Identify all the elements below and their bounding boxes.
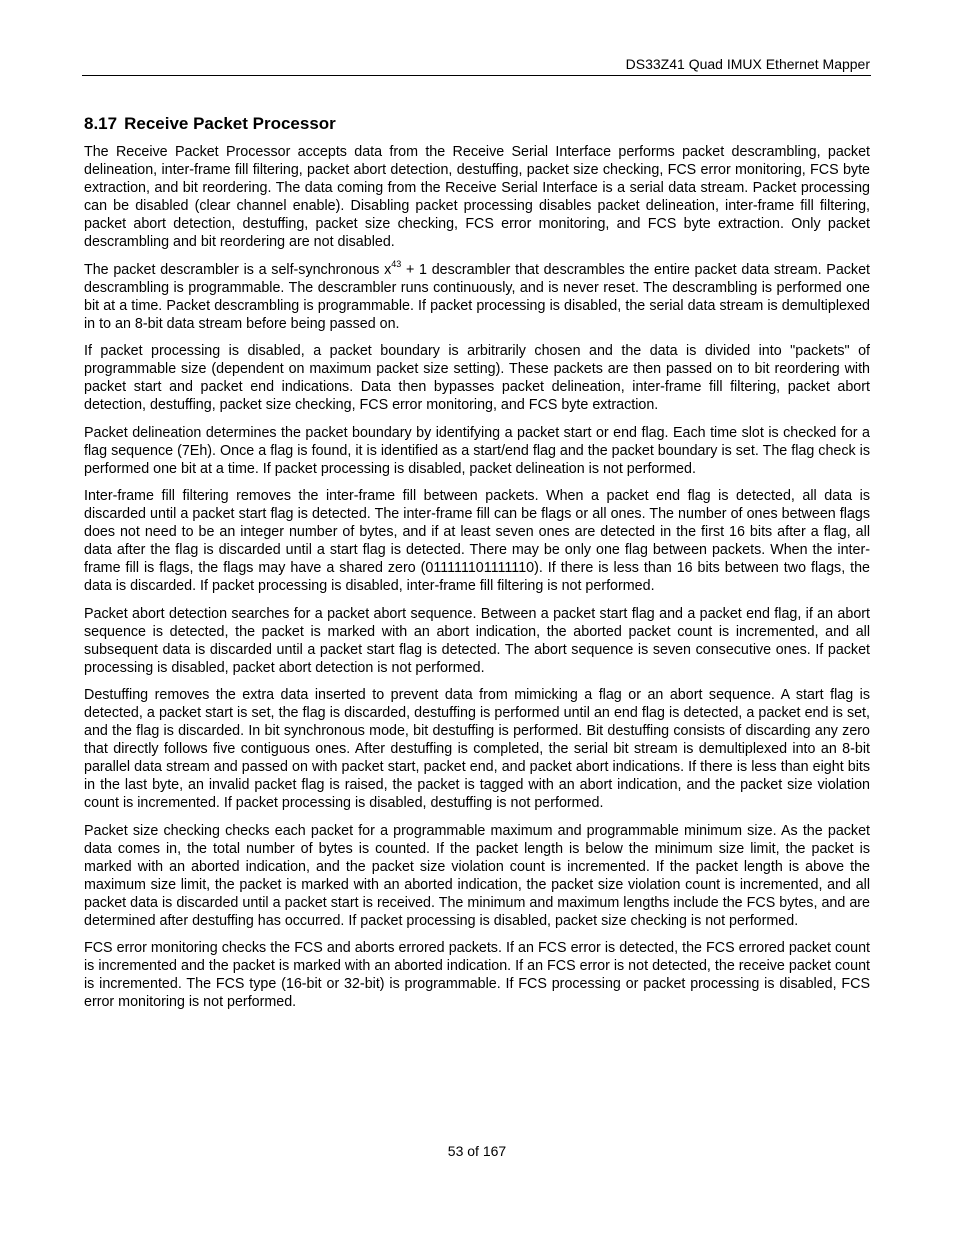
paragraph-overview: The Receive Packet Processor accepts data from the Receive Serial Interface performs packet descrambling, packet delineation, inter-frame fill filtering, packet abort detection, destuffing, packet size checking, FCS error monitoring, FCS byte extraction, and bit reordering. The data coming from the Receive Serial Interface is a serial data stream. Packet processing can be disabled (clear channel enable). Disabling packet processing disables packet delineation, inter-frame fill filtering, packet abort detection, destuffing, packet size checking, FCS error monitoring, and FCS byte extraction. Only packet descrambling and bit reordering are not disabled.	[84, 144, 870, 250]
paragraph-descrambler	[84, 258, 871, 333]
section-body	[84, 143, 870, 1021]
descrambler-text-end: + 1 descrambler that descrambles the entire packet data stream. Packet descrambling is programmable. The descrambler runs continuously, and is never reset. The descrambling is performed one bit at a time. Packet descrambling is programmable. If packet processing is disabled, the serial data stream is demultiplexed in to an 8-bit data stream before being passed on.	[84, 261, 871, 332]
paragraph-delineation: Packet delineation determines the packet boundary by identifying a packet start or end flag. Each time slot is checked for a flag sequence (7Eh). Once a flag is found, it is identified as a start/end flag and the packet boundary is set. The flag check is performed one bit at a time. If packet processing is disabled, packet delineation is not performed.	[84, 424, 870, 477]
section-number: 8.17	[84, 114, 118, 133]
descrambler-text-start: The packet descrambler is a self-synchronous x	[84, 261, 392, 278]
section-title: Receive Packet Processor	[124, 114, 336, 133]
paragraph-processing-disabled: If packet processing is disabled, a packet boundary is arbitrarily chosen and the data is divided into "packets" of programmable size (dependent on maximum packet size setting). These packets are then passed on to bit reordering with packet start and packet end indications. Data then bypasses packet delineation, inter-frame fill filtering, packet abort detection, destuffing, packet size checking, FCS error monitoring, and FCS byte extraction.	[84, 343, 870, 413]
paragraph-fcs-monitoring: FCS error monitoring checks the FCS and aborts errored packets. If an FCS error is detected, the FCS errored packet count is incremented and the packet is marked with an aborted indication. If an FCS error is not detected, the receive packet count is incremented. The FCS type (16-bit or 32-bit) is programmable. If FCS processing or packet processing is disabled, FCS error monitoring is not performed.	[84, 940, 870, 1010]
paragraph-size-checking: Packet size checking checks each packet for a programmable maximum and programmable minimum size. As the packet data comes in, the total number of bytes is counted. If the packet length is below the minimum size limit, the packet is marked with an aborted indication, and the packet size violation count is incremented. If the packet length is above the maximum size limit, the packet is marked with an aborted indication, the packet size violation count is incremented, and all packet data is discarded until a packet start is received. The minimum and maximum lengths include the FCS bytes, and are determined after destuffing has occurred. If packet processing is disabled, packet size checking is not performed.	[84, 822, 870, 929]
paragraph-abort-detection: Packet abort detection searches for a packet abort sequence. Between a packet start flag and a packet end flag, if an abort sequence is detected, the packet is marked with an abort indication, the aborted packet count is incremented, and all subsequent data is discarded until a packet start flag is detected. The abort sequence is seven consecutive ones. If packet processing is disabled, packet abort detection is not performed.	[84, 605, 870, 676]
paragraph-destuffing: Destuffing removes the extra data inserted to prevent data from mimicking a flag or an abort sequence. A start flag is detected, a packet start is set, the flag is discarded, destuffing is performed until an end flag is detected, a packet end is set, and the flag is discarded. In bit synchronous mode, bit destuffing is performed. Bit destuffing consists of discarding any zero that directly follows five contiguous ones. After destuffing is completed, the serial bit stream is demultiplexed into an 8-bit parallel data stream and passed on with packet start, packet end, and packet abort indications. If there is less than eight bits in the last byte, an invalid packet flag is raised, the packet is tagged with an abort indication, and the packet size violation count is incremented. If packet processing is disabled, destuffing is not performed.	[84, 687, 870, 811]
header-rule	[82, 75, 871, 76]
descrambler-exponent: 43	[391, 258, 402, 269]
running-header: DS33Z41 Quad IMUX Ethernet Mapper	[625, 56, 870, 72]
section-heading	[84, 114, 336, 134]
page-number: 53 of 167	[447, 1143, 507, 1159]
paragraph-interframe-fill: Inter-frame fill filtering removes the inter-frame fill between packets. When a packet end flag is detected, all data is discarded until a packet start flag is detected. The inter-frame fill can be flags or all ones. The number of ones between flags does not need to be an integer number of bytes, and if at least seven ones are detected in the first 16 bits after a flag, all data after the flag is discarded until a start flag is detected. There may be only one flag between packets. When the inter-frame fill is flags, the flags may have a shared zero (011111101111110). If there is less than 16 bits between two flags, the data is discarded. If packet processing is disabled, inter-frame fill filtering is not performed.	[84, 488, 870, 594]
